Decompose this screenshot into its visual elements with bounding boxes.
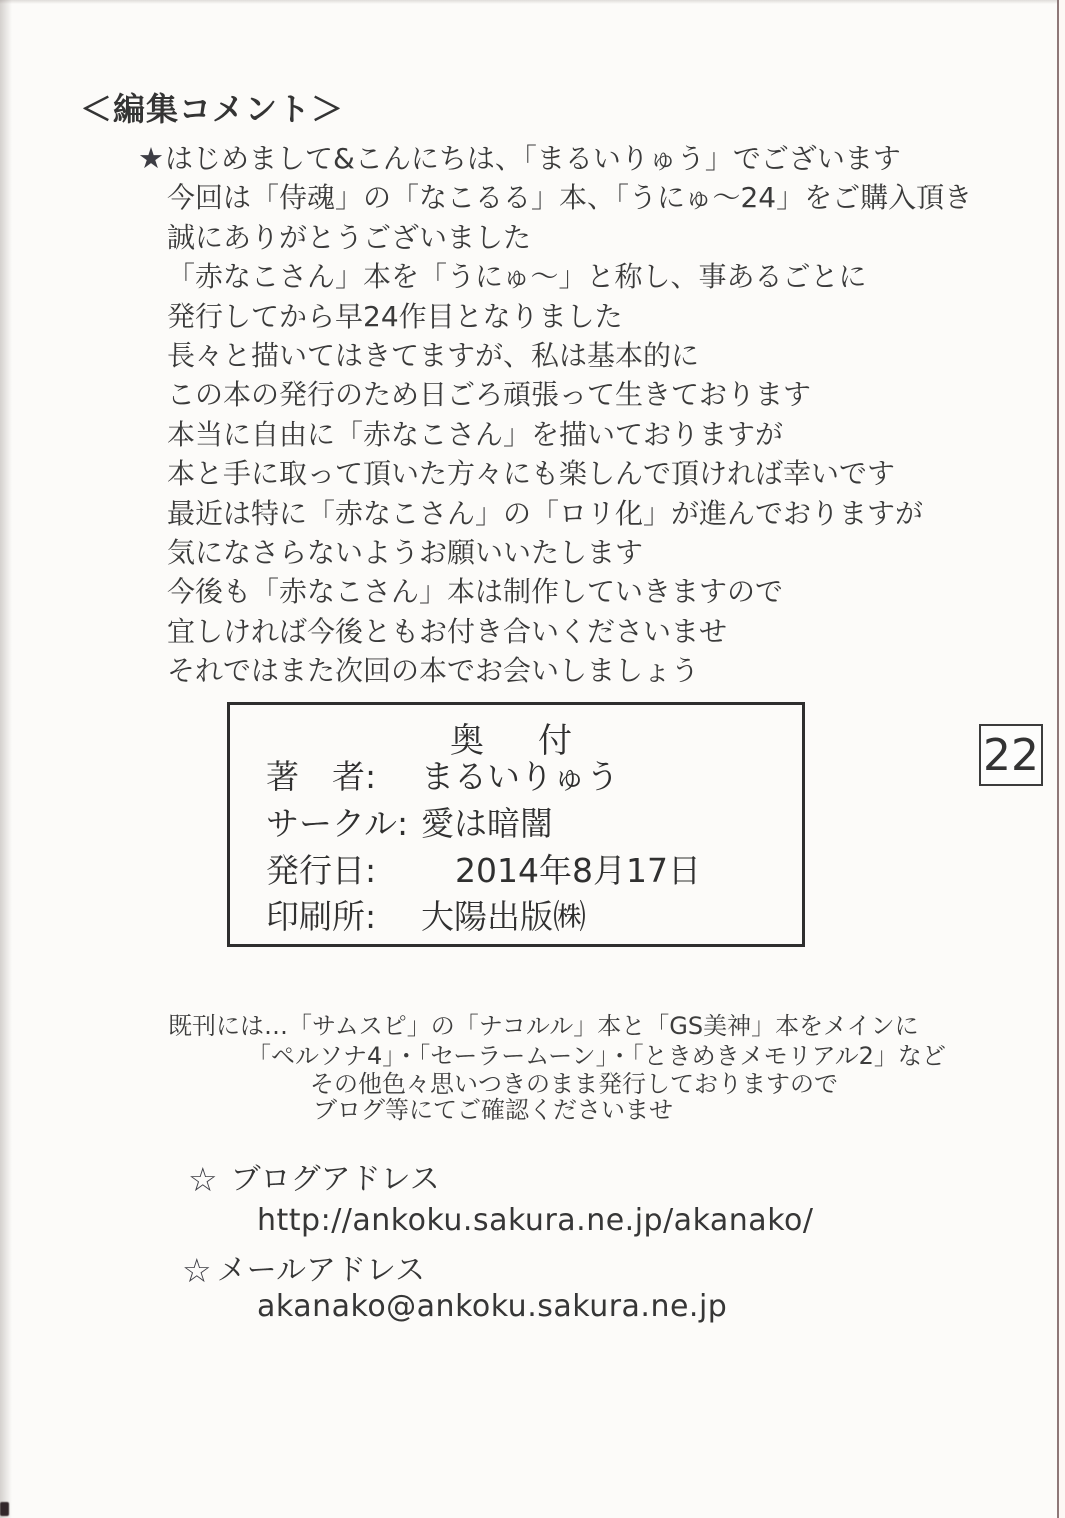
page-edge-shadow-top [0,0,1065,4]
colophon-row [266,798,553,845]
comment-line: この本の発行のため日ごろ頑張って生きております [167,378,812,412]
colophon-value: 愛は暗闇 [421,804,553,843]
comment-line [0,139,972,178]
colophon-label: 発行日: [266,851,377,890]
colophon-value: 2014年8月17日 [455,851,701,890]
email-address-label: メールアドレス [216,1253,426,1288]
comment-line: 今後も「赤なこさん」本は制作していきますので [167,575,784,609]
colophon-title: 奥 付 [450,721,582,761]
comment-line: 気になさらないようお願いいたします [167,535,644,569]
corner-smudge [0,1502,9,1516]
colophon-label: 印刷所: [266,897,377,936]
star-icon: ★ [138,141,164,175]
back-catalog-line: 「ペルソナ4」・「セーラームーン」・「ときめきメモリアル2」など [247,1042,946,1070]
colophon-box [227,702,805,947]
page-edge-line [1057,0,1059,1518]
comment-line-text: はじめまして&こんにちは、「まるいりゅう」でございます [165,142,901,175]
colophon-row [266,845,701,892]
page-edge-strip [1059,0,1065,1518]
colophon-value: 大陽出版㈱ [421,897,586,936]
blog-address-heading [188,1154,440,1199]
back-catalog-line: 既刊には…「サムスピ」の「ナコルル」本と「GS美神」本をメインに [168,1012,919,1040]
star-icon: ☆ [182,1251,212,1290]
back-catalog-line: ブログ等にてご確認くださいませ [313,1096,673,1124]
comment-line: 本と手に取って頂いた方々にも楽しんで頂ければ幸いです [167,457,896,491]
comment-line: 誠にありがとうございました [167,220,532,254]
section-heading: ＜編集コメント＞ [80,90,345,128]
comment-line: 今回は「侍魂」の「なこるる」本、「うにゅ〜24」をご購入頂き [167,181,973,215]
email-address: akanako@ankoku.sakura.ne.jp [257,1289,728,1324]
editor-comment-block [0,139,972,690]
blog-address-label: ブログアドレス [230,1162,440,1197]
comment-line: 発行してから早24作目となりました [167,299,623,333]
blog-url: http://ankoku.sakura.ne.jp/akanako/ [257,1203,814,1238]
colophon-value: まるいりゅう [421,757,619,796]
page-number: 22 [983,729,1039,781]
page-number-badge [979,724,1043,786]
comment-line: 最近は特に「赤なこさん」の「ロリ化」が進んでおりますが [167,496,924,530]
back-catalog-line: その他色々思いつきのまま発行しておりますので [310,1070,838,1098]
comment-line: 宜しければ今後ともお付き合いくださいませ [167,614,728,648]
colophon-row [266,751,619,798]
email-address-heading [182,1245,425,1290]
colophon-label: 著 者: [266,757,377,796]
comment-line: それではまた次回の本でお会いしましょう [167,654,700,688]
comment-line: 本当に自由に「赤なこさん」を描いておりますが [167,417,784,451]
comment-line: 「赤なこさん」本を「うにゅ〜」と称し、事あるごとに [167,260,867,294]
comment-line: 長々と描いてはきてますが、私は基本的に [167,338,700,372]
star-icon: ☆ [188,1160,218,1199]
colophon-row [266,891,586,938]
colophon-label: サークル: [266,804,409,843]
